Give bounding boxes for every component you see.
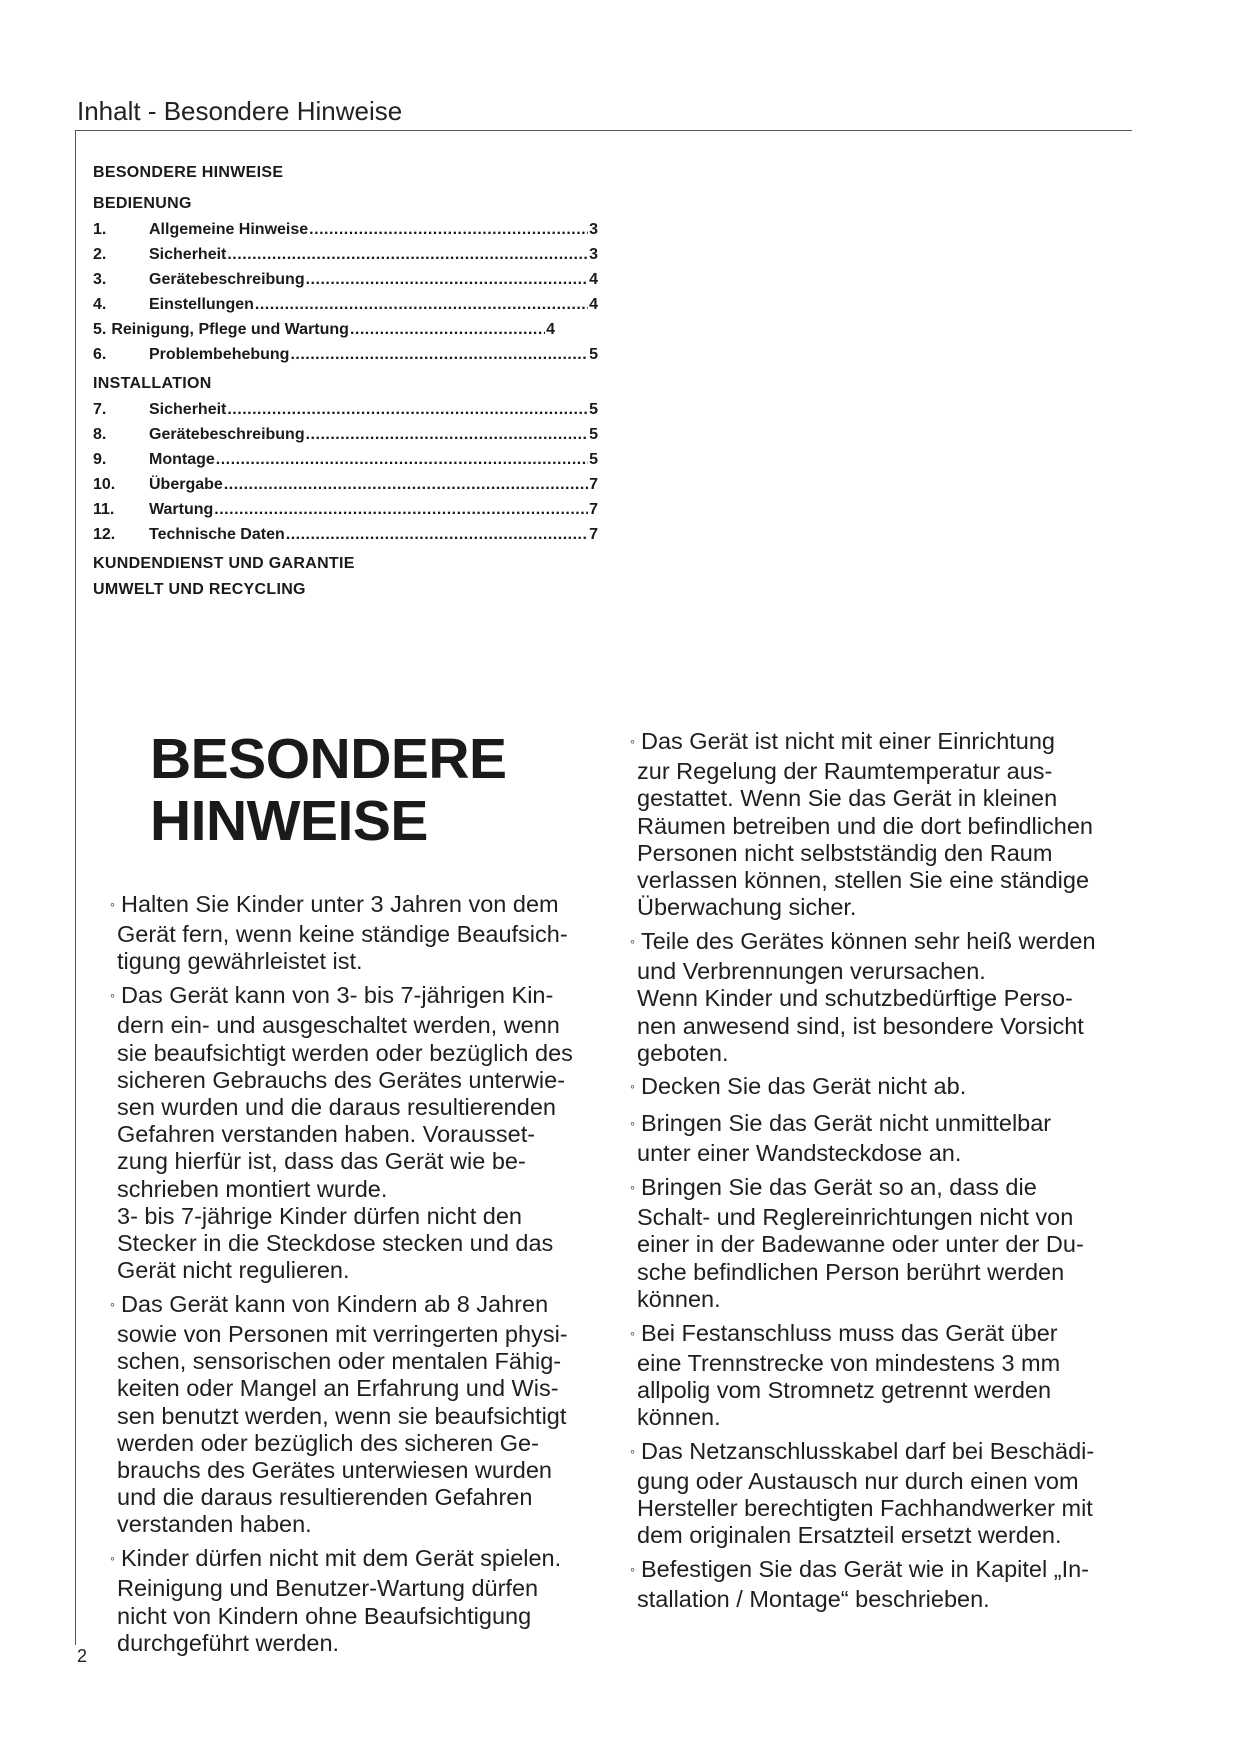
safety-note-line: geboten. [637,1039,729,1066]
safety-note-line: Stecker in die Steckdose stecken und das [117,1229,554,1256]
safety-note-item [630,1320,1130,1432]
toc-entry-label: Einstellungen [149,296,254,313]
safety-note-line: einer in der Badewanne oder unter der Du- [637,1231,1084,1258]
toc-entry-page: 4 [589,296,598,313]
safety-note-line: ◦ Teile des Gerätes können sehr heiß werden [630,927,1096,954]
toc-entry[interactable] [93,422,598,447]
bullet-circle-icon: ◦ [630,1078,635,1095]
safety-note-line: gestattet. Wenn Sie das Gerät in kleinen [637,785,1058,812]
safety-note-line: sche befindlichen Person berührt werden [637,1258,1065,1285]
toc-entry-label: Montage [149,451,215,468]
safety-note-line: nicht von Kindern ohne Beaufsichtigung [117,1602,532,1629]
table-of-contents [93,160,598,603]
safety-note-line: sicheren Gebrauchs des Gerätes unterwie- [117,1066,566,1093]
safety-note-line: Gefahren verstanden haben. Vorausset- [117,1121,536,1148]
toc-entry-number: 8. [93,426,107,443]
toc-entry[interactable] [93,317,555,342]
safety-note-line: brauchs des Gerätes unterwiesen wurden [117,1457,552,1484]
toc-entry-number: 5. [93,321,107,338]
page-number: 2 [77,1646,88,1666]
toc-leader-dots [214,497,588,522]
safety-note-line: Überwachung sicher. [637,894,857,921]
toc-entry-label: Technische Daten [149,526,285,543]
page-header-title: Inhalt - Besondere Hinweise [77,96,403,126]
toc-entry-page: 7 [589,526,598,543]
bullet-circle-icon: ◦ [110,987,115,1004]
toc-entry-number: 3. [93,271,107,288]
safety-note-line: werden oder bezüglich des sicheren Ge- [117,1429,539,1456]
toc-entry-page: 3 [589,246,598,263]
toc-leader-dots [227,397,588,422]
safety-note-line: unter einer Wandsteckdose an. [637,1140,962,1167]
bullet-circle-icon: ◦ [630,1561,635,1578]
toc-leader-dots [306,422,588,447]
toc-entry[interactable] [93,447,598,472]
safety-note-line: ◦ Kinder dürfen nicht mit dem Gerät spielen. [110,1545,562,1572]
toc-entry-page: 7 [589,476,598,493]
toc-entry-label: Problembehebung [149,346,290,363]
safety-note-item [110,891,610,976]
notes-column-left [110,891,610,1663]
toc-entry-label: Sicherheit [149,401,227,418]
toc-leader-dots [306,267,588,292]
left-margin-rule [75,130,76,1645]
toc-leader-dots [309,217,588,242]
safety-note-line: 3- bis 7-jährige Kinder dürfen nicht den [117,1202,522,1229]
safety-note-item [110,1291,610,1539]
safety-note-line: eine Trennstrecke von mindestens 3 mm [637,1349,1061,1376]
safety-note-line: verlassen können, stellen Sie eine ständige [637,867,1090,894]
safety-note-line: durchgeführt werden. [117,1629,340,1656]
safety-note-item [630,728,1130,921]
toc-entry-number: 4. [93,296,107,313]
notes-column-right [630,728,1130,1620]
safety-note-line: dem originalen Ersatzteil ersetzt werden. [637,1522,1062,1549]
safety-note-line: ◦ Bringen Sie das Gerät nicht unmittelbar [630,1110,1052,1137]
safety-note-line: sen wurden und die daraus resultierenden [117,1093,556,1120]
safety-note-line: Gerät fern, wenn keine ständige Beaufsich- [117,921,568,948]
toc-entry[interactable] [93,522,598,547]
safety-note-line: ◦ Das Gerät kann von Kindern ab 8 Jahren [110,1290,549,1317]
safety-note-line: schrieben montiert wurde. [117,1175,388,1202]
toc-entry-label: Gerätebeschreibung [149,271,305,288]
toc-entry-page: 4 [589,271,598,288]
toc-entry[interactable] [93,292,598,317]
toc-heading-installation[interactable]: INSTALLATION [93,375,212,392]
toc-heading-environment-recycling[interactable]: UMWELT UND RECYCLING [93,581,306,598]
section-title-line: BESONDERE [150,727,507,791]
toc-entry-page: 3 [589,221,598,238]
toc-entry-page: 4 [546,321,555,338]
header-divider [75,130,1132,131]
safety-note-line: tigung gewährleistet ist. [117,948,363,975]
safety-note-item [630,1174,1130,1313]
safety-note-line: und Verbrennungen verursachen. [637,958,986,985]
safety-note-item [630,1556,1130,1613]
toc-entry-number: 11. [93,501,115,518]
bullet-circle-icon: ◦ [110,1295,115,1312]
safety-note-item [110,982,610,1284]
safety-note-line: nen anwesend sind, ist besondere Vorsicht [637,1012,1084,1039]
toc-entry-page: 5 [589,346,598,363]
safety-note-line: Schalt- und Reglereinrichtungen nicht von [637,1204,1074,1231]
toc-heading-special-notes[interactable]: BESONDERE HINWEISE [93,164,284,181]
safety-note-line: ◦ Halten Sie Kinder unter 3 Jahren von dem [110,891,559,917]
bullet-circle-icon: ◦ [630,733,635,749]
safety-note-line: ◦ Das Gerät ist nicht mit einer Einrichtung [630,728,1055,754]
toc-entry-page: 5 [589,426,598,443]
bullet-circle-icon: ◦ [630,932,635,949]
toc-heading-service-warranty[interactable]: KUNDENDIENST UND GARANTIE [93,555,355,572]
safety-note-line: Reinigung und Benutzer-Wartung dürfen [117,1575,539,1602]
bullet-circle-icon: ◦ [630,1324,635,1341]
bullet-circle-icon: ◦ [110,1550,115,1567]
toc-entry-number: 2. [93,246,107,263]
safety-note-item [630,928,1130,1067]
toc-entry[interactable] [93,267,598,292]
safety-note-line: Wenn Kinder und schutzbedürftige Perso- [637,985,1073,1012]
safety-note-line: schen, sensorischen oder mentalen Fähig- [117,1348,562,1375]
safety-note-line: Gerät nicht regulieren. [117,1257,350,1284]
toc-entry[interactable] [93,342,598,367]
section-title [150,728,507,852]
toc-entry-number: 6. [93,346,107,363]
toc-leader-dots [216,447,588,472]
toc-heading-operation[interactable]: BEDIENUNG [93,195,192,212]
safety-note-line: ◦ Das Netzanschlusskabel darf bei Beschädi- [630,1437,1095,1464]
safety-note-line: gung oder Austausch nur durch einen vom [637,1468,1079,1495]
toc-entry-page: 7 [589,501,598,518]
toc-leader-dots [290,342,588,367]
toc-entry[interactable] [93,472,598,497]
safety-note-line: Hersteller berechtigten Fachhandwerker mit [637,1495,1093,1522]
safety-note-line: sen benutzt werden, wenn sie beaufsichtigt [117,1402,567,1429]
toc-entry-number: 12. [93,526,116,543]
safety-note-line: stallation / Montage“ beschrieben. [637,1586,990,1613]
section-title-line: HINWEISE [150,789,428,853]
toc-entry-label: Reinigung, Pflege und Wartung [111,321,349,338]
safety-note-line: und die daraus resultierenden Gefahren [117,1484,533,1511]
toc-leader-dots [227,242,588,267]
bullet-circle-icon: ◦ [630,1442,635,1459]
safety-note-item [630,1110,1130,1167]
bullet-circle-icon: ◦ [630,1179,635,1196]
toc-entry-number: 9. [93,451,107,468]
toc-entry-number: 7. [93,401,107,418]
toc-entry-label: Allgemeine Hinweise [149,221,309,238]
toc-leader-dots [350,317,545,342]
toc-entry-label: Wartung [149,501,214,518]
toc-entry-label: Gerätebeschreibung [149,426,305,443]
safety-note-line: sowie von Personen mit verringerten physi- [117,1321,568,1348]
safety-note-line: ◦ Befestigen Sie das Gerät wie in Kapitel „In- [630,1556,1090,1583]
toc-entry-label: Übergabe [149,476,223,493]
bullet-circle-icon: ◦ [630,1115,635,1132]
bullet-circle-icon: ◦ [110,896,115,912]
safety-note-line: zur Regelung der Raumtemperatur aus- [637,758,1053,785]
safety-note-item [630,1438,1130,1550]
safety-note-line: allpolig vom Stromnetz getrennt werden [637,1376,1052,1403]
safety-note-line: ◦ Das Gerät kann von 3- bis 7-jährigen Kin- [110,982,554,1009]
safety-note-line: Personen nicht selbstständig den Raum [637,839,1053,866]
toc-leader-dots [286,522,588,547]
safety-note-line: ◦ Decken Sie das Gerät nicht ab. [630,1073,967,1100]
safety-note-item [630,1073,1130,1103]
safety-note-line: können. [637,1285,721,1312]
toc-leader-dots [255,292,588,317]
toc-leader-dots [224,472,588,497]
safety-note-line: können. [637,1404,721,1431]
safety-note-line: zung hierfür ist, dass das Gerät wie be- [117,1148,526,1175]
safety-note-line: keiten oder Mangel an Erfahrung und Wis- [117,1375,559,1402]
toc-entry-number: 10. [93,476,116,493]
safety-note-line: Räumen betreiben und die dort befindlichen [637,812,1093,839]
toc-entry[interactable] [93,397,598,422]
toc-entry[interactable] [93,217,598,242]
toc-entry-number: 1. [93,221,107,238]
toc-entry[interactable] [93,497,598,522]
toc-entry[interactable] [93,242,598,267]
toc-entry-label: Sicherheit [149,246,227,263]
safety-note-line: ◦ Bringen Sie das Gerät so an, dass die [630,1174,1037,1201]
safety-note-line: verstanden haben. [117,1511,312,1538]
toc-entry-page: 5 [589,401,598,418]
toc-entry-page: 5 [589,451,598,468]
safety-note-item [110,1545,610,1657]
safety-note-line: sie beaufsichtigt werden oder bezüglich des [117,1039,573,1066]
safety-note-line: dern ein- und ausgeschaltet werden, wenn [117,1012,560,1039]
safety-note-line: ◦ Bei Festanschluss muss das Gerät über [630,1319,1058,1346]
